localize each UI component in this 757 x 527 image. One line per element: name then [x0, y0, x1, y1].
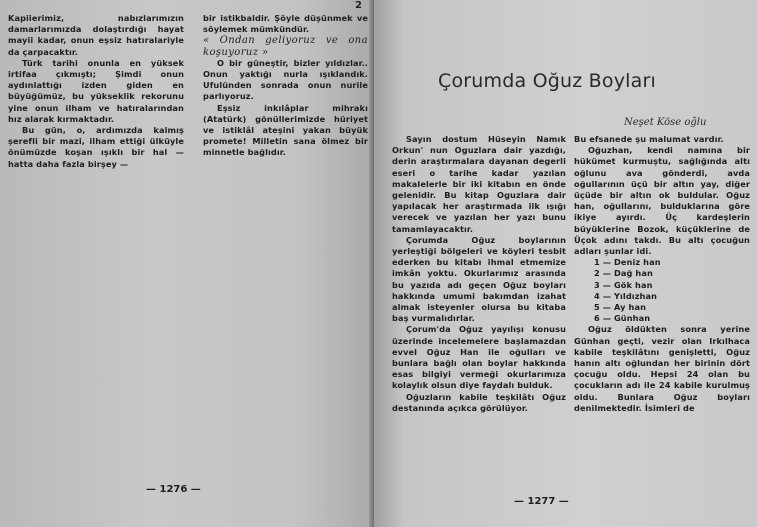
- paragraph: Bu gün, o, ardımızda kalmış şerefli bir mazi, ilham ettiği ülküyle önümüzde koşan ışıklı bir hal — hatta daha fazla birşey —: [8, 125, 184, 169]
- paragraph: Sayın dostum Hüseyin Namık Orkun' nun Oguzlara dair yazdığı, derin araştırmalara dayanan degerli eseri o tarihe kadar yazılan makalelerle bir iki kitabın en önde gelenidir. Bu kitap Oguzlara dair yapılacak her araştırmada ilk ışığı verecek ve yazılan her yazı bunu tamamlayacaktır.: [392, 134, 566, 234]
- list-item: 5 — Ay han: [594, 302, 646, 313]
- paragraph: Oğuzların kabile teşkilâtı Oğuz destanında açıkca görülüyor.: [392, 391, 566, 413]
- list-item: 1 — Deniz han: [594, 257, 661, 268]
- paragraph: Çorumda Oğuz boylarının yerleştiği bölgeleri ve köyleri tesbit ederken bu kitabı ihmal etmemize imkân yoktu. Okurlarımız arasında bu yazıda adı geçen Oğuz boyları hakkında umumi bakımdan izahat almak isteyenler olursa bu kitaba baş vurmalıdırlar.: [392, 234, 566, 324]
- quote: « Ondan geliyoruz ve ona koşuyoruz »: [203, 35, 368, 58]
- left-column-1: [8, 13, 184, 170]
- paragraph: Eşsiz inkılâplar mihrakı (Atatürk) gönüllerimizde hüriyet ve istiklâl ateşini yakan büyük promete! Milletin sana ölmez bir minnetle bağlıdır.: [203, 102, 368, 158]
- paragraph: Kapiierimiz, nabızlarımızın damarlarımızda dolaştırdığı hayat mayii kadar, onun eşsiz hatıralariyle da çarpacaktır.: [8, 13, 184, 57]
- paragraph: Oğuzhan, kendi namına bir hükümet kurmuştu, sağlığında altı oğlunu ava gönderdi, avda oğullarının üçü bir altın yay, diğer üçüde bir altın ok buldular. Oğuz han, oğullarını, bulduklarına göre ikiye ayırdı. Üç kardeşlerin büyüklerine Bozok, küçüklerine de Üçok adını takdı. Bu altı çocuğun adları şunlar idi.: [574, 145, 750, 257]
- page-number-left: — 1276 —: [146, 484, 201, 495]
- paragraph: bir istikbaldir. Şöyle düşünmek ve söylemek mümkündür.: [203, 13, 368, 35]
- list-item: 2 — Dağ han: [594, 268, 653, 279]
- paragraph: Bu efsanede şu malumat vardır.: [574, 134, 724, 144]
- paragraph: Türk tarihi onunla en yüksek irtifaa çıkmıştı; Şimdi onun aydınlattığı izden giden en büyüğümüz, bu yükseklik rekorunu yine onun ilham ve hatıralarından hız alarak kırmaktadır.: [8, 57, 184, 124]
- article-author: Neşet Köse oğlu: [624, 117, 707, 128]
- list-item: 4 — Yıldızhan: [594, 290, 658, 301]
- paragraph: Oğuz öldükten sonra yerine Günhan geçti, vezir olan Irkılhaca kabile teşkilâtını genişletti, Oğuz hanın altı oğlundan her birinin dört çocuğu oldu. Hepsi 24 olan bu çocukların adı ile 24 kabile kurulmuş oldu. Bunlara Oğuz boyları denilmektedir. İsimleri de: [574, 324, 750, 413]
- right-column-1: [392, 134, 566, 414]
- list-item: 3 — Gök han: [594, 279, 653, 290]
- corner-mark: 2: [355, 0, 362, 11]
- list-item: 6 — Günhan: [594, 313, 651, 324]
- page-number-right: — 1277 —: [514, 496, 569, 507]
- right-column-2: [574, 134, 750, 414]
- sons-list: [594, 257, 750, 324]
- left-page: [0, 0, 374, 527]
- article-title: Çorumda Oğuz Boyları: [438, 70, 656, 92]
- left-column-2: [203, 13, 368, 159]
- paragraph: Çorum'da Oğuz yayılışı konusu üzerinde incelemelere başlamazdan evvel Oğuz Han ile oğulları ve bunlara bağlı olan boylar hakkında esas bilgiyi vermeği okurlarımıza kolaylık olsun diye faydalı bulduk.: [392, 324, 566, 391]
- paragraph: O bir güneştir, bizler yıldızlar.. Onun yaktığı nurla ışıklandık. Ufulünden sonrada onun nurile parlıyoruz.: [203, 57, 368, 102]
